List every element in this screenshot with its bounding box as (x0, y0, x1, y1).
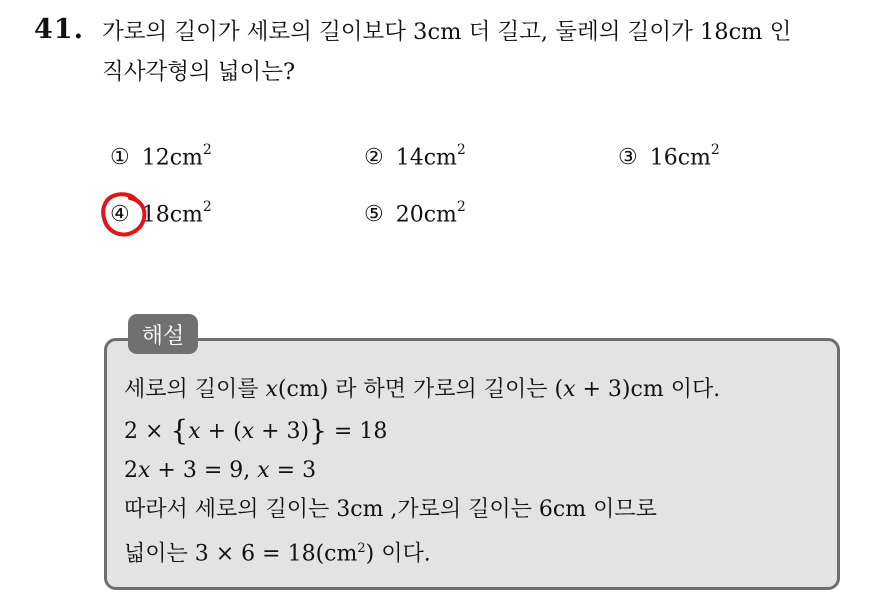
choice-2-marker: ② (364, 144, 384, 170)
answer-circle-mark (100, 190, 150, 240)
solution-line-3: 2x + 3 = 9, x = 3 (124, 458, 317, 483)
choice-2-value: $14cm^2$ (395, 142, 466, 171)
solution-tag: 해설 (128, 314, 198, 354)
solution-line-1: 세로의 길이를 x(cm) 라 하면 가로의 길이는 (x + 3)cm 이다. (124, 377, 721, 402)
choice-5[interactable] (364, 201, 466, 227)
choice-3[interactable] (618, 144, 720, 170)
choice-2[interactable] (364, 144, 466, 170)
choice-5-marker: ⑤ (364, 201, 384, 227)
solution-text (124, 370, 720, 573)
choice-1-marker: ① (110, 144, 130, 170)
choice-1-value: $12cm^2$ (141, 142, 212, 171)
solution-line-2: 2 × {x + (x + 3)} = 18 (124, 414, 388, 447)
question-number: 41. (34, 14, 84, 45)
question-text (102, 12, 872, 92)
question-line-1: 가로의 길이가 세로의 길이보다 3cm 더 길고, 둘레의 길이가 18cm 인 (102, 19, 792, 45)
solution-line-4: 따라서 세로의 길이는 3cm ,가로의 길이는 6cm 이므로 (124, 497, 657, 522)
question-line-2: 직사각형의 넓이는? (102, 59, 296, 85)
solution-line-5: 넓이는 $3 \times 6 = 18(cm^2)$ 이다. (124, 541, 431, 567)
choice-4-value: $18cm^2$ (141, 199, 212, 228)
choice-5-value: $20cm^2$ (395, 199, 466, 228)
choice-3-value: $16cm^2$ (649, 142, 720, 171)
choice-3-marker: ③ (618, 144, 638, 170)
choice-4-marker: ④ (110, 201, 130, 227)
choice-1[interactable] (110, 144, 212, 170)
